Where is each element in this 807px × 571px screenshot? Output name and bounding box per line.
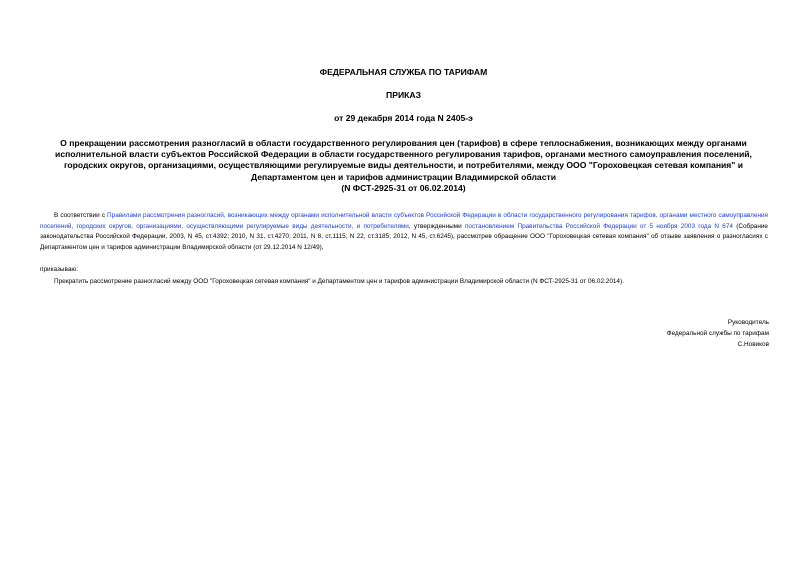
title-ref: (N ФСТ-2925-31 от 06.02.2014) — [341, 182, 466, 193]
preamble-text-1: В соответствии с — [54, 212, 108, 219]
preamble-text-2: , утвержденными — [408, 222, 465, 230]
preamble-text-3: (Собрание законодательства Российской Федерации, 2003, N 45, ст.4392; 2010, N 31, ст.4270; 2011, N 8, ст.1115; N 22, ст.3185; 2012, N 45, ст.6245), рассмотрев обращение ООО "Гороховецкая сетевая компания" об отзыве заявления о разногласиях с Департаментом цен и тарифов администрации Владимирской области (от 29.12.2014 N 12/49), — [40, 222, 768, 251]
signature-block — [667, 318, 769, 350]
signature-position: Руководитель — [727, 319, 769, 326]
resolution-link[interactable]: постановлением Правительства Российской Федерации от 5 ноября 2003 года N 674 — [464, 222, 733, 230]
rules-link[interactable]: Правилами рассмотрения разногласий, возникающих между органами исполнительной власти субъектов Российской Федерации в области государственного регулирования тарифов, органами местного самоуправления поселений, городских округов, организациями, осуществляющими регулируемые виды деятельности, и потребителями — [40, 212, 769, 230]
date-number-heading: от 29 декабря 2014 года N 2405-э — [334, 113, 473, 123]
document-title — [36, 138, 771, 194]
order-label: приказываю: — [40, 266, 78, 273]
agency-heading: ФЕДЕРАЛЬНАЯ СЛУЖБА ПО ТАРИФАМ — [319, 67, 488, 77]
title-main: О прекращении рассмотрения разногласий в области государственного регулирования цен (тарифов) в сфере теплоснабжения, возникающих между органами исполнительной власти субъектов Российской Федерации в области государственного регулирования тарифов, органами местного самоуправления поселений, городских округов, организациями, осуществляющими регулируемые виды деятельности, и потребителями, между ООО "Гороховецкая сетевая компания" и Департаментом цен и тарифов администрации Владимирской области — [55, 138, 752, 182]
signature-name: С.Новиков — [737, 340, 769, 348]
signature-agency: Федеральной службы по тарифам — [666, 329, 769, 337]
preamble-paragraph — [40, 211, 768, 253]
doc-type-heading: ПРИКАЗ — [386, 90, 421, 100]
order-text: Прекратить рассмотрение разногласий между ООО "Гороховецкая сетевая компания" и Департаментом цен и тарифов администрации Владимирской области (N ФСТ-2925-31 от 06.02.2014). — [54, 278, 624, 285]
